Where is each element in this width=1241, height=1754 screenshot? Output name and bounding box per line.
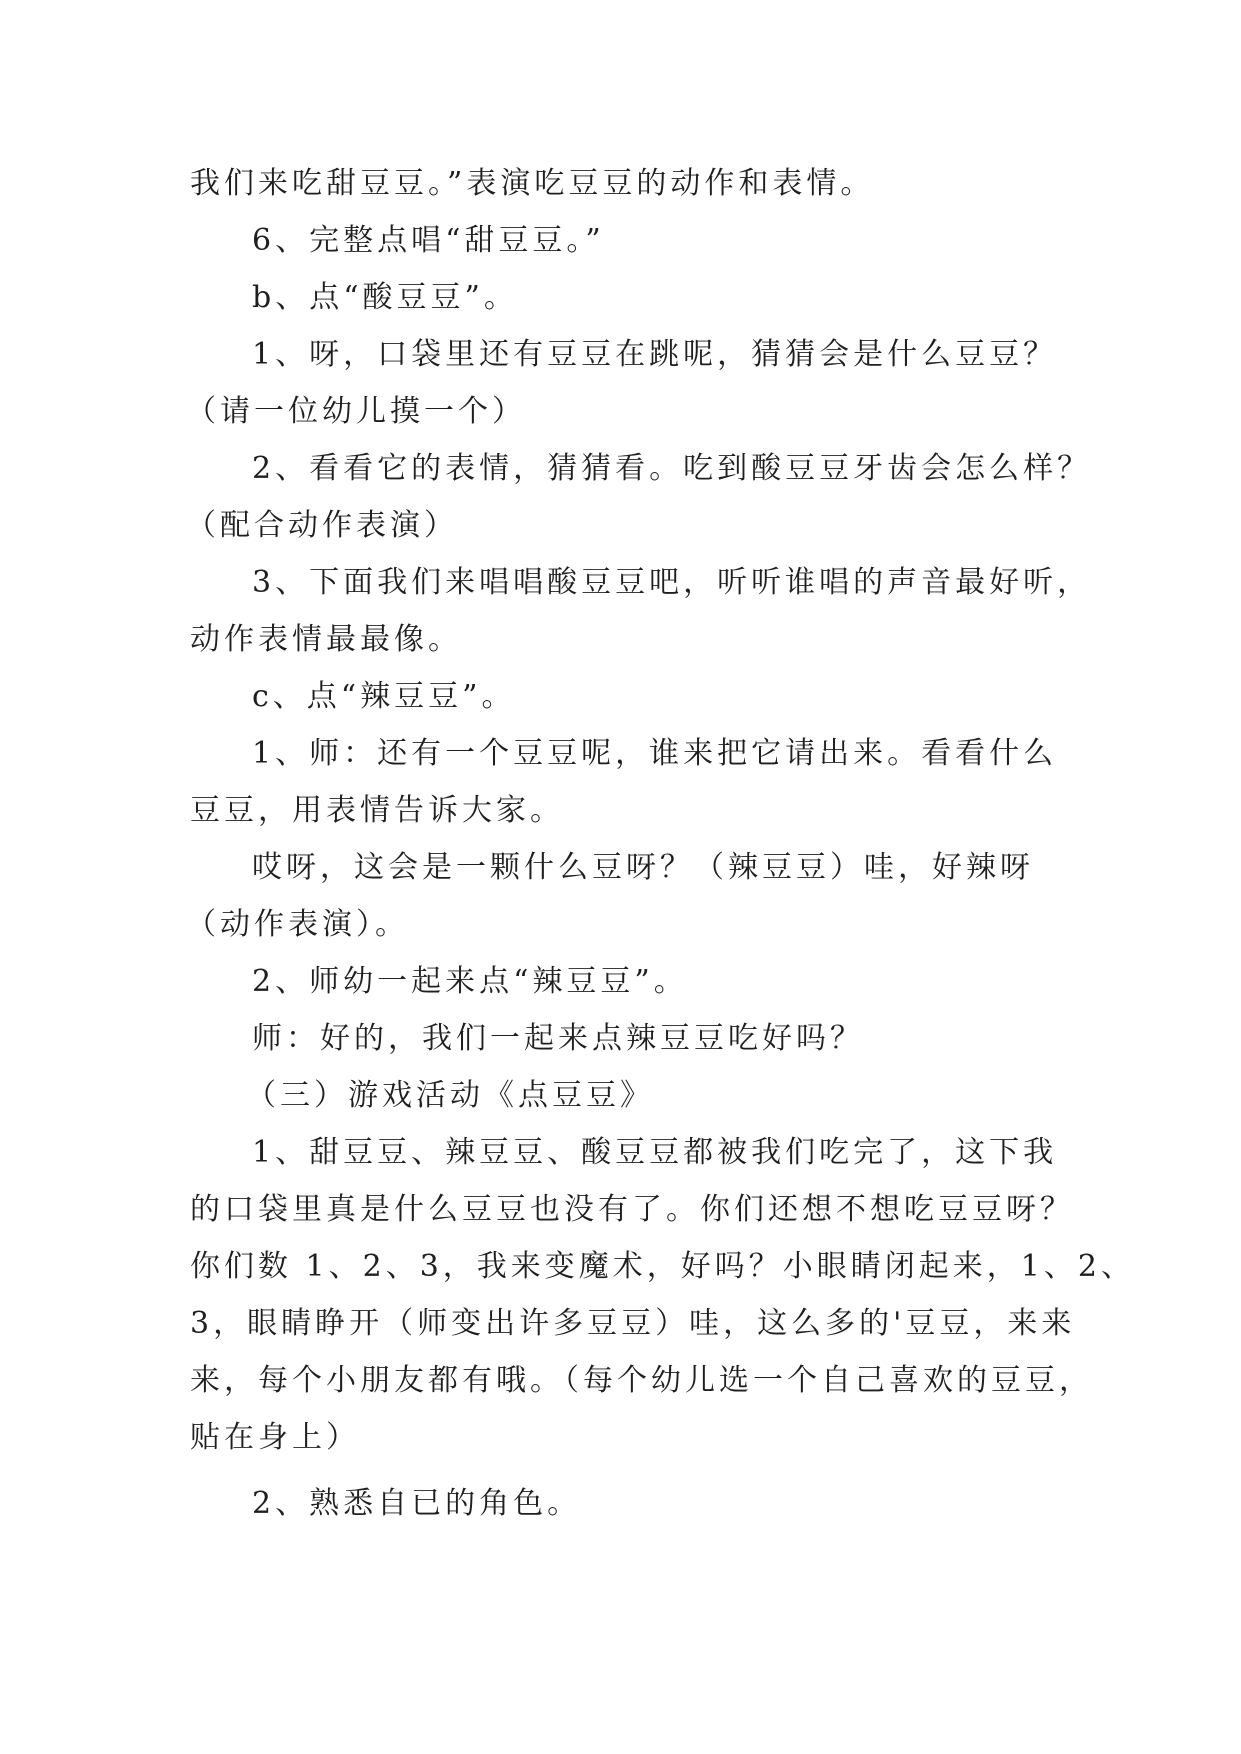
text-line: 2、看看它的表情，猜猜看。吃到酸豆豆牙齿会怎么样？ xyxy=(252,451,1092,486)
text-line: 2、熟悉自已的角色。 xyxy=(252,1486,582,1521)
text-line: 的口袋里真是什么豆豆也没有了。你们还想不想吃豆豆呀？ xyxy=(190,1192,1074,1227)
text-line: （请一位幼儿摸一个） xyxy=(186,394,526,429)
text-line: 动作表情最最像。 xyxy=(190,622,462,657)
text-line: 3、下面我们来唱唱酸豆豆吧，听听谁唱的声音最好听， xyxy=(252,565,1092,600)
text-line: 贴在身上） xyxy=(190,1420,360,1455)
text-line: 来，每个小朋友都有哦。（每个幼儿选一个自己喜欢的豆豆， xyxy=(190,1363,1093,1398)
text-line: 师：好的，我们一起来点辣豆豆吃好吗？ xyxy=(252,1021,864,1056)
text-line: 1、甜豆豆、辣豆豆、酸豆豆都被我们吃完了，这下我 xyxy=(252,1135,1058,1170)
text-line: 你们数 1、2、3，我来变魔术，好吗？小眼睛闭起来，1、2、 xyxy=(190,1249,1135,1284)
text-line: 豆豆，用表情告诉大家。 xyxy=(190,793,564,828)
text-line: 2、师幼一起来点“辣豆豆”。 xyxy=(252,964,688,999)
text-line: 1、师：还有一个豆豆呢，谁来把它请出来。看看什么 xyxy=(252,736,1058,771)
text-line: 6、完整点唱“甜豆豆。” xyxy=(252,223,605,258)
text-line: （配合动作表演） xyxy=(186,508,458,543)
section-heading: （三）游戏活动《点豆豆》 xyxy=(246,1078,654,1113)
text-line: 3，眼睛睁开（师变出许多豆豆）哇，这么多的'豆豆，来来 xyxy=(190,1306,1076,1341)
text-line: （动作表演）。 xyxy=(186,907,409,942)
text-line: b、点“酸豆豆”。 xyxy=(252,280,518,315)
text-line: 1、呀，口袋里还有豆豆在跳呢，猜猜会是什么豆豆？ xyxy=(252,337,1058,372)
text-line: 哎呀，这会是一颗什么豆呀？（辣豆豆）哇，好辣呀 xyxy=(252,850,1034,885)
text-line: 我们来吃甜豆豆。”表演吃豆豆的动作和表情。 xyxy=(190,166,875,201)
text-line: c、点“辣豆豆”。 xyxy=(252,679,516,714)
